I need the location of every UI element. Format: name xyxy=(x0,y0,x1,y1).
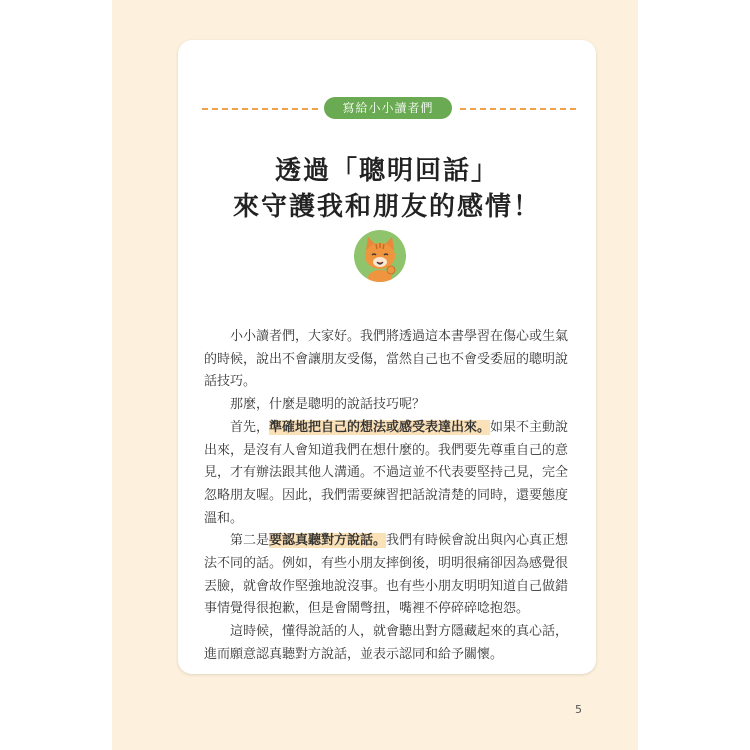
dashed-divider-left xyxy=(202,108,318,110)
paragraph-1: 小小讀者們，大家好。我們將透過這本書學習在傷心或生氣的時候，說出不會讓朋友受傷，當然自己也不會受委屈的聰明說話技巧。 xyxy=(204,329,569,390)
content-card xyxy=(178,40,596,674)
cat-mascot-icon xyxy=(354,230,406,282)
paragraph-5: 這時候，懂得說話的人，就會聽出對方隱藏起來的真心話，進而願意認真聽對方說話，並表示認同和給予關懷。 xyxy=(204,624,569,662)
paragraph-3 xyxy=(204,417,576,531)
dashed-divider-right xyxy=(460,108,576,110)
paragraph-4-intro: 第二是 xyxy=(230,533,270,549)
paragraph-4 xyxy=(204,530,576,621)
header-badge: 寫給小小讀者們 xyxy=(324,97,452,119)
paragraph-2: 那麼，什麼是聰明的說話技巧呢？ xyxy=(230,397,426,413)
paragraph-3-intro: 首先， xyxy=(230,419,270,435)
page-title-line2: 來守護我和朋友的感情！ xyxy=(232,192,541,222)
page-title-line1: 透過「聰明回話」 xyxy=(274,156,499,186)
page-number: 5 xyxy=(575,703,582,716)
paragraph-4-rest: 我們有時候會說出與內心真正想法不同的話。例如，有些小朋友摔倒後，明明很痛卻因為感覺很丟臉，就會故作堅強地說沒事。也有些小朋友明明知道自己做錯事情覺得很抱歉，但是會鬧彆扭，嘴裡不停碎碎唸抱怨。 xyxy=(204,533,569,617)
body-text xyxy=(204,326,576,667)
page-background xyxy=(112,0,638,750)
highlight-listen-carefully: 要認真聽對方說話。 xyxy=(269,533,387,549)
highlight-express-feelings: 準確地把自己的想法或感受表達出來。 xyxy=(269,419,491,435)
paragraph-3-rest: 如果不主動說出來，是沒有人會知道我們在想什麼的。我們要先尊重自己的意見，才有辦法跟其他人溝通。不過這並不代表要堅持己見，完全忽略朋友喔。因此，我們需要練習把話說清楚的同時，還要態度溫和。 xyxy=(204,419,569,526)
